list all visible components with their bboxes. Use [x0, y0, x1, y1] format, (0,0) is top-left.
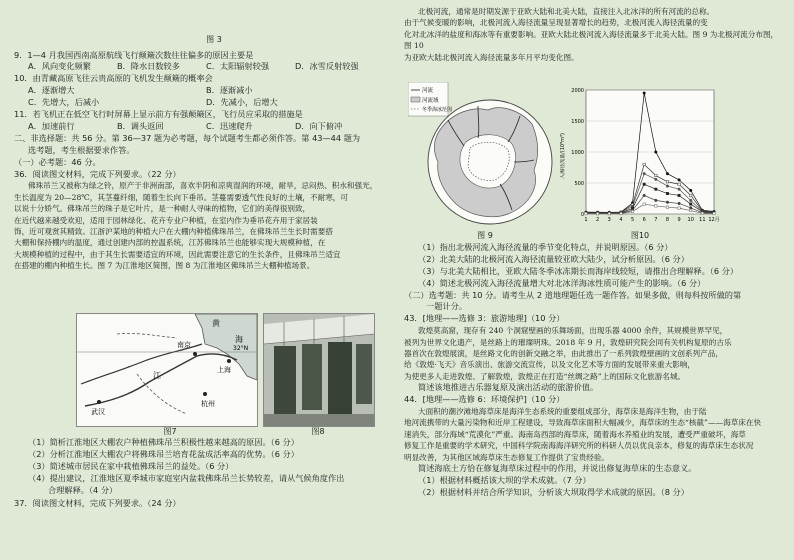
- question-36: 36．阅读图文材料，完成下列要求。（22 分）: [14, 168, 181, 179]
- q36-sub-4: （4）提出建议，江淮地区夏季城市家庭室内盆栽佛珠吊兰长势较差，请从气候角度作出: [28, 472, 345, 483]
- q36-sub-3: （3）简述城市居民在家中栽植佛珠吊兰的益处。（6 分）: [28, 460, 234, 471]
- label-wuhan: 武汉: [91, 408, 105, 416]
- q11-option-b[interactable]: B．调头返回: [117, 120, 164, 131]
- q10-option-d[interactable]: D．先减小，后增大: [206, 97, 278, 108]
- q36-line: 在搭建的棚内种植生长。图 7 为江淮地区简图，图 8 为江淮地区佛珠吊兰大棚种植场景。: [14, 261, 315, 271]
- intro-line: 化对北冰洋的盐度和海冰等有重要影响。亚欧大陆北极河流入海径流量多于北美大陆。图 9 为北极河流分布图，图 10: [404, 29, 779, 51]
- data-point: [689, 207, 692, 210]
- q36-subquestions: [14, 437, 384, 510]
- label-latitude: 32°N: [233, 345, 249, 352]
- x-tick-label: 7: [654, 217, 658, 223]
- x-tick-label: 3: [607, 217, 611, 223]
- jianghuai-map: [77, 314, 257, 426]
- province-border: [117, 333, 177, 338]
- q37-sub-4: （4）简述北极河流入海径流量增大对北冰洋海冰性质可能产生的影响。（6 分）: [418, 277, 706, 288]
- data-point: [655, 178, 658, 181]
- data-point: [666, 206, 668, 208]
- y-tick-label: 1500: [571, 119, 584, 125]
- question-43: 43．[地理——选修 3：旅游地理]（10 分）: [404, 313, 565, 324]
- q36-line: 大棚和保持棚内的温度，通过创建内部的控温系统，江苏佛珠吊兰也能够实现大规模种植，在: [14, 238, 326, 248]
- fig8-caption: 图8: [311, 427, 325, 436]
- data-point: [655, 205, 657, 207]
- fig7-caption: 图7: [163, 427, 177, 436]
- data-point: [666, 185, 669, 188]
- data-point: [678, 188, 681, 191]
- arctic-map-svg: [408, 82, 558, 230]
- q9-option-b[interactable]: B．降水日数较多: [117, 61, 180, 72]
- x-tick-label: 8: [665, 217, 670, 223]
- x-tick-label: 12月: [708, 217, 720, 223]
- data-point: [678, 202, 681, 205]
- hanging-plant: [328, 342, 352, 416]
- data-point: [666, 192, 668, 194]
- label-shanghai: 上海: [217, 366, 231, 374]
- fig8-photo: [263, 313, 375, 427]
- q36-sub-1: （1）简析江淮地区大棚农户种植佛珠吊兰积极性越来越高的原因。（6 分）: [28, 437, 299, 447]
- legend-basin: 河流域: [422, 98, 439, 104]
- x-tick-label: 9: [677, 217, 681, 223]
- label-jiang: 江: [153, 371, 161, 380]
- q36-line: 在近代越来越受欢迎，适用于园林绿化、花卉专业户种植，在室内作为垂吊花卉用于家居装: [14, 215, 318, 225]
- y-tick-label: 0: [580, 212, 584, 218]
- data-point: [678, 207, 680, 209]
- q36-line: 生长温度为 20—28℃，其茎蔓纤细，随着生长向下垂吊。茎蔓需要透气性良好的土壤，不耐寒，可: [14, 192, 348, 202]
- q10-option-b[interactable]: B．逐渐减小: [206, 85, 253, 96]
- data-point: [643, 203, 645, 205]
- question-11: 11．若飞机正在低空飞行时屏幕上显示前方有强颠簸区，飞行员应采取的措施是: [14, 109, 303, 120]
- intro-line: 为亚欧大陆北极河流入海径流量多年月平均变化图。: [404, 52, 579, 62]
- label-hai: 海: [235, 335, 243, 344]
- y-tick-label: 500: [574, 181, 584, 187]
- section-required: （一）必考题：46 分。: [14, 156, 101, 167]
- q9-option-d[interactable]: D．冰雪反射较强: [295, 61, 359, 72]
- data-point: [643, 163, 645, 165]
- q11-options: [14, 121, 384, 133]
- x-tick-label: 10: [687, 217, 694, 223]
- q9-option-a[interactable]: A．风向变化频繁: [28, 61, 91, 72]
- q43-line: 被列为世界文化遗产，是丝路上的璀璨明珠。2018 年 9 月，敦煌研究院会同有关机构复原的古乐: [404, 337, 732, 347]
- right-column: [404, 0, 782, 63]
- question-44: 44．[地理——选修 6：环境保护]（10 分）: [404, 394, 565, 405]
- optional-section-heading-b: 一题计分。: [426, 301, 467, 312]
- q10-options: [14, 85, 384, 97]
- q9-options: [14, 61, 384, 73]
- data-point: [690, 209, 692, 211]
- q36-sub-2: （2）分析江淮地区大棚农户将佛珠吊兰培育花盆成活率高的优势。（6 分）: [28, 448, 299, 459]
- greenhouse-photo: [264, 314, 374, 426]
- x-tick-label: 5: [630, 217, 635, 223]
- shanghai-marker: [227, 359, 231, 363]
- q44-sub-2: （2）根据材料并结合所学知识，分析该大坝取得学术成就的原因。（8 分）: [418, 486, 689, 497]
- q44-line: 修复工作是重要的学术研究，中国科学院南海海洋研究所的科研人员以优良亲本，修复的海草床生态状况: [404, 441, 754, 451]
- province-border: [137, 374, 187, 414]
- fig10-chart-svg: [560, 82, 720, 230]
- q10-options-2: [14, 97, 384, 109]
- q44-passage: [404, 406, 782, 463]
- hanging-plant: [302, 344, 322, 410]
- data-point: [666, 201, 669, 204]
- fig10-line-chart: [560, 82, 720, 230]
- q43-line: 器首次在敦煌展演，是丝路文化的创新交融之举，由此推出了一系列敦煌壁画的文创系列产品，: [404, 349, 723, 359]
- data-point: [713, 212, 715, 214]
- q36-line: 饰，近可观赏其精致。江浙沪某地的种植大户在大棚内种植佛珠吊兰，在佛珠吊兰生长时需要搭: [14, 226, 333, 236]
- q11-option-a[interactable]: A．加速前行: [28, 120, 75, 131]
- fig3-caption: 图 3: [206, 35, 222, 44]
- data-point: [608, 212, 610, 214]
- q9-option-c[interactable]: C．太阳辐射较强: [206, 61, 270, 72]
- q36-line: 以说十分娇气。佛珠吊兰的珠子是它叶片，是一种耐人寻味的植物，它们的美得很别致，: [14, 204, 311, 214]
- q44-ask: 简述海底土方恰在修复海草床过程中的作用，并说出修复海草床的生态意义。: [418, 462, 697, 473]
- hangzhou-marker: [203, 392, 207, 396]
- wuhan-marker: [97, 400, 101, 404]
- intro-line: 由于气候变暖的影响，北极河流入海径流量呈现显著增长的趋势，北极河流入海径流量的变: [404, 18, 708, 28]
- data-point: [596, 212, 598, 214]
- data-point: [643, 92, 646, 95]
- data-point: [643, 172, 646, 175]
- q37-sub-1: （1）指出北极河流入海径流量的季节变化特点，并说明原因。（6 分）: [418, 242, 673, 252]
- data-point: [690, 194, 692, 196]
- q43-passage: [404, 325, 782, 382]
- q44-line: 大面积的潮汐滩地海草床是海洋生态系统的重要组成部分，海草床是海洋生物，由于陆: [418, 406, 707, 416]
- q37-sub-2: （2）北美大陆的北极河流入海径流量较亚欧大陆少，试分析原因。（6 分）: [418, 253, 689, 264]
- data-point: [689, 189, 692, 192]
- q37-passage: [404, 6, 782, 63]
- data-point: [620, 212, 622, 214]
- q36-line: 大规模种植的过程中，由于其生长需要适宜的环境，因此需要注意它的生长条件，且佛珠吊兰适宜: [14, 249, 341, 259]
- fig10-caption: 图10: [630, 231, 650, 240]
- optional-section-heading: （二）选考题：共 10 分。请考生从 2 道地理题任选一题作答。如果多做，则每科按所做的第: [404, 289, 742, 300]
- y-tick-label: 1000: [571, 150, 584, 156]
- data-point: [701, 212, 703, 214]
- chart-grid: [586, 90, 714, 214]
- question-10: 10．由青藏高原飞往云贵高原的飞机发生颠簸的概率会: [14, 73, 213, 84]
- data-point: [678, 179, 681, 182]
- y-axis-label: 入海径流量/(10⁸m³): [560, 133, 566, 179]
- fig9-arctic-map: [408, 82, 558, 230]
- data-point: [655, 174, 657, 176]
- q43-line: 敦煌莫高窟，现存有 240 个洞窟壁画的乐舞场面，出现乐器 4000 余件，其规模世界罕见，: [418, 326, 728, 336]
- q44-line: 速消失，部分海域“荒漠化”严重。海南岛西部的海草床，随着海水养殖业的发展，遭受严重破坏，海草: [404, 429, 746, 439]
- fig7-map: [76, 313, 258, 427]
- q44-line: 明显改善，为其他区域海草床生态修复工作提供了宝贵经验。: [404, 452, 610, 462]
- q11-option-c[interactable]: C．迅速爬升: [206, 120, 253, 131]
- question-9: 9．1—4 月我国西南高原航线飞行颠簸次数往往偏多的原因主要是: [14, 49, 254, 60]
- x-tick-label: 4: [619, 217, 623, 223]
- section-2-heading: 二、非选择题：共 56 分。第 36—37 题为必考题，每个试题考生都必须作答。第 43—44 题为: [14, 132, 361, 143]
- data-point: [678, 194, 680, 196]
- legend-sea-ice: 冬季海冰范围: [422, 107, 453, 113]
- q44-line: 地河流携带的大量污染物和近岸工程建设，导致海草床面积大幅减少，海草床的生态“核截”——海草床在快: [404, 418, 762, 428]
- hanging-plant: [356, 344, 372, 404]
- q37-sub-3: （3）与北美大陆相比，亚欧大陆冬季冰冻期长而海岸线较短，请推出合理解释。（6 分）: [418, 265, 739, 276]
- data-point: [666, 181, 668, 183]
- data-point: [655, 151, 658, 154]
- q43-ask: 简述该地推进古乐器复原及演出活动的旅游价值。: [418, 382, 599, 393]
- left-column: [14, 0, 384, 272]
- label-nanjing: 南京: [177, 341, 191, 349]
- label-huang: 黄: [212, 319, 220, 328]
- x-tick-label: 11: [699, 217, 706, 223]
- data-point: [643, 183, 645, 185]
- data-point: [631, 210, 633, 212]
- right-questions: [404, 242, 782, 499]
- q11-option-d[interactable]: D．向下俯冲: [295, 120, 343, 131]
- data-point: [666, 172, 669, 175]
- section-2-heading-b: 选考题，考生根据要求作答。: [28, 144, 135, 155]
- fig9-caption: 图 9: [477, 231, 493, 240]
- q36-line: 佛珠吊兰又被称为绿之铃，原产于非洲南部，喜欢半阴和凉爽湿润的环境，耐旱，忌闷热、积水和强光，: [28, 181, 378, 191]
- chart-x-ticks: [584, 216, 719, 223]
- y-tick-label: 2000: [571, 88, 584, 94]
- data-point: [655, 199, 658, 202]
- question-37: 37．阅读图文材料，完成下列要求。（24 分）: [14, 498, 181, 509]
- yangtze-river: [85, 354, 237, 406]
- label-hangzhou: 杭州: [201, 400, 215, 408]
- data-point: [643, 194, 646, 197]
- q36-sub-4b: 合理解释。（4 分）: [48, 484, 118, 495]
- data-point: [655, 188, 657, 190]
- legend-river: 河流: [422, 88, 434, 94]
- data-point: [689, 199, 692, 202]
- intro-line: 北极河流，通常是时期发源于亚欧大陆和北美大陆，直接注入北冰洋的所有河流的总称。: [418, 7, 715, 16]
- q10-option-c[interactable]: C．先增大，后减小: [28, 97, 100, 108]
- data-point: [678, 183, 680, 185]
- x-tick-label: 1: [584, 217, 588, 223]
- q43-line: 给《敦煌·飞天》音乐演出、旅游交流宣传，以及文化艺术等方面的发展带来重大影响，: [404, 360, 695, 370]
- q36-passage: [14, 180, 384, 271]
- q44-sub-1: （1）根据材料概括该大坝的学术成就。（7 分）: [418, 474, 591, 485]
- huai-river: [81, 344, 202, 384]
- x-tick-label: 2: [596, 217, 600, 223]
- q43-line: 为使更多人走进敦煌、了解敦煌，敦煌正在打造“丝绸之路”上的国际文化旅游名城。: [404, 371, 686, 381]
- nanjing-marker: [193, 352, 197, 356]
- data-point: [690, 203, 692, 205]
- hanging-plant: [274, 346, 296, 416]
- chart-y-ticks: [571, 88, 584, 218]
- q10-option-a[interactable]: A．逐渐增大: [28, 85, 75, 96]
- x-tick-label: 6: [642, 217, 646, 223]
- data-point: [585, 212, 587, 214]
